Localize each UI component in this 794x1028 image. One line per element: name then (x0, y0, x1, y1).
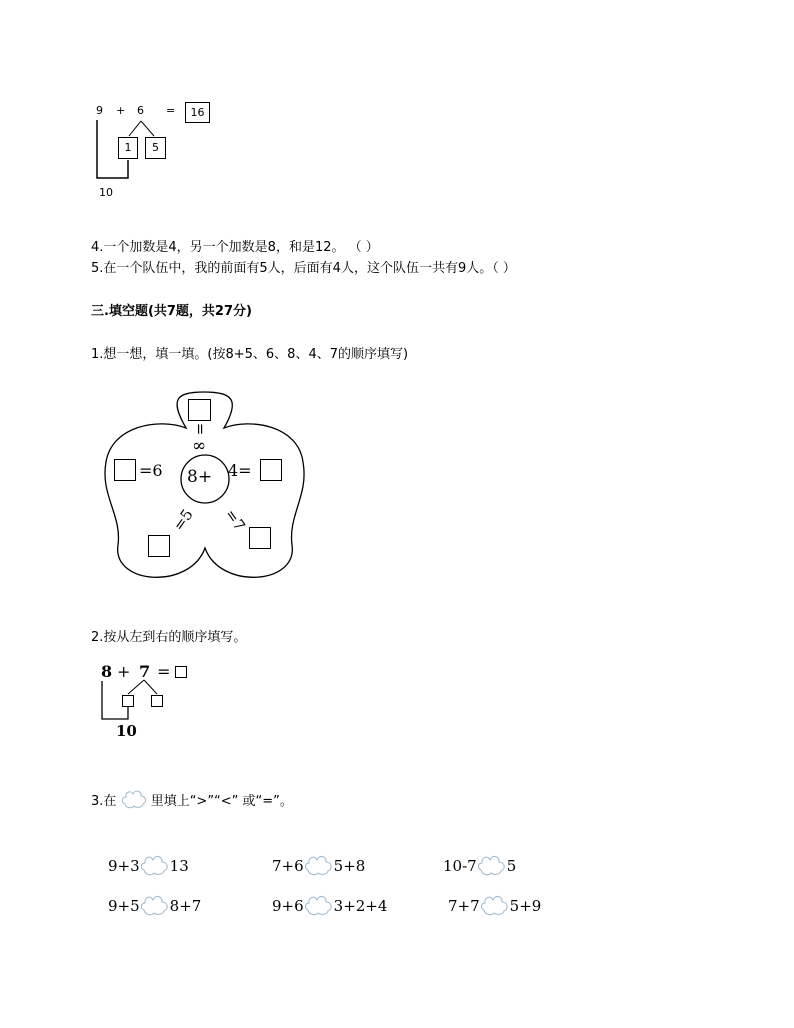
comparison-item (108, 893, 201, 917)
q2-plus: + (117, 662, 131, 681)
example-split-2: 5 (152, 141, 159, 154)
example-equals: = (166, 104, 176, 117)
cloud-icon[interactable] (304, 853, 334, 877)
comparison-left: 9+6 (272, 897, 304, 915)
cloud-icon[interactable] (304, 893, 334, 917)
q2-split-box-2[interactable] (151, 695, 163, 707)
comparison-left: 7+7 (448, 897, 480, 915)
cloud-icon (121, 788, 147, 810)
q2-split-box-1[interactable] (122, 695, 134, 707)
flower-bottom-right-equation: =7 (221, 505, 249, 535)
flower-top-equals: = (191, 422, 210, 436)
question-3-text (91, 788, 293, 810)
flower-left-equation: =6 (139, 461, 163, 480)
example-addend-b: 6 (137, 104, 144, 117)
flower-top-number: ∞ (192, 436, 207, 456)
comparison-item (272, 853, 365, 877)
comparison-right: 3+2+4 (333, 897, 388, 915)
comparison-left: 10-7 (443, 857, 477, 875)
judgement-question-4: 4.一个加数是4，另一个加数是8，和是12。 （ ） (91, 240, 379, 255)
q2-addend-b: 7 (139, 662, 151, 681)
comparison-left: 7+6 (272, 857, 304, 875)
example-plus: + (116, 104, 126, 117)
section-heading: 三.填空题(共7题，共27分) (91, 304, 252, 319)
question-1-text: 1.想一想，填一填。(按8+5、6、8、4、7的顺序填写) (91, 347, 409, 362)
question-2-text: 2.按从左到右的顺序填写。 (91, 630, 247, 645)
comparison-right: 5+9 (509, 897, 542, 915)
comparison-left: 9+3 (108, 857, 140, 875)
q2-addend-a: 8 (101, 662, 113, 681)
example-addend-a: 9 (96, 104, 103, 117)
comparison-item (448, 893, 541, 917)
cloud-icon[interactable] (477, 853, 507, 877)
q2-equals: = (157, 662, 171, 681)
example-result: 16 (190, 106, 205, 119)
comparison-right: 5+8 (333, 857, 366, 875)
judgement-question-5: 5.在一个队伍中，我的前面有5人，后面有4人，这个队伍一共有9人。（ ） (91, 261, 516, 276)
flower-center-label: 8+ (187, 467, 213, 487)
flower-bottom-left-equation: =5 (169, 505, 197, 535)
comparison-left: 9+5 (108, 897, 140, 915)
q2-ten: 10 (116, 722, 137, 740)
comparison-right: 8+7 (169, 897, 202, 915)
comparison-item (272, 893, 387, 917)
comparison-item (443, 853, 516, 877)
comparison-item (108, 853, 189, 877)
cloud-icon[interactable] (140, 893, 170, 917)
q3-text-end: 里填上“>”“<” 或“=”。 (150, 794, 293, 809)
q3-text-start: 3.在 (91, 794, 117, 809)
flower-right-equation: 4= (228, 461, 252, 480)
comparison-right: 5 (506, 857, 517, 875)
cloud-icon[interactable] (140, 853, 170, 877)
cloud-icon[interactable] (480, 893, 510, 917)
example-ten: 10 (99, 186, 113, 199)
example-split-1: 1 (124, 141, 132, 154)
comparison-right: 13 (169, 857, 189, 875)
